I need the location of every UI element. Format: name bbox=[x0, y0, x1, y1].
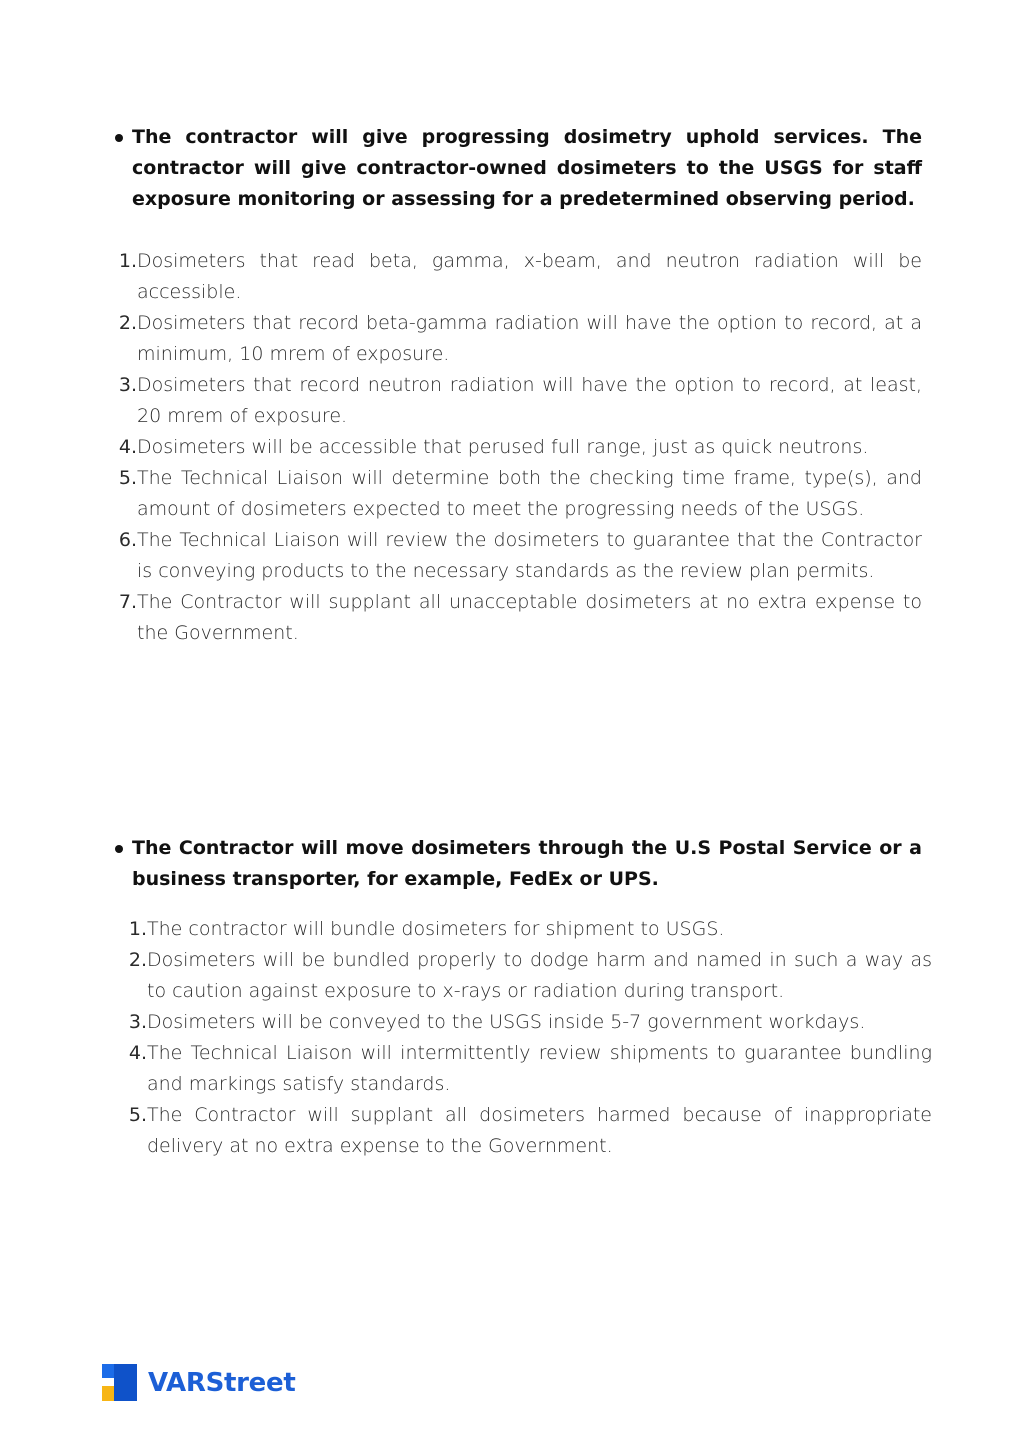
list-item-text: The Technical Liaison will review the dosimeters to guarantee that the Contractor is conveying products to the necessary standards as the review plan permits. bbox=[137, 529, 922, 582]
section1-heading: The contractor will give progressing dosimetry uphold services. The contractor will give contractor-owned dosimeters to the USGS for staff exposure monitoring or assessing for a predetermined observing period. bbox=[132, 126, 922, 210]
list-item bbox=[110, 246, 922, 308]
bullet-icon bbox=[110, 833, 132, 864]
list-item bbox=[110, 914, 932, 945]
list-item-text: The contractor will bundle dosimeters for shipment to USGS. bbox=[147, 918, 725, 940]
list-number: 5. bbox=[118, 467, 137, 489]
list-item bbox=[110, 1038, 932, 1100]
list-item-text: The Technical Liaison will intermittently review shipments to guarantee bundling and markings satisfy standards. bbox=[147, 1042, 932, 1095]
section1-bullet bbox=[110, 122, 922, 215]
list-item-text: Dosimeters that read beta, gamma, x-beam, and neutron radiation will be accessible. bbox=[137, 250, 922, 303]
list-number: 3. bbox=[118, 374, 137, 396]
list-item bbox=[110, 587, 922, 649]
list-item bbox=[110, 370, 922, 432]
varstreet-logo bbox=[102, 1364, 295, 1401]
list-number: 7. bbox=[118, 591, 137, 613]
list-number: 1. bbox=[118, 250, 137, 272]
list-item-text: Dosimeters will be bundled properly to dodge harm and named in such a way as to caution against exposure to x-rays or radiation during transport. bbox=[147, 949, 932, 1002]
section2-heading: The Contractor will move dosimeters through the U.S Postal Service or a business transporter, for example, FedEx or UPS. bbox=[132, 837, 922, 890]
list-item-text: The Technical Liaison will determine both the checking time frame, type(s), and amount of dosimeters expected to meet the progressing needs of the USGS. bbox=[137, 467, 922, 520]
list-item-text: Dosimeters will be conveyed to the USGS inside 5-7 government workdays. bbox=[147, 1011, 866, 1033]
list-item bbox=[110, 432, 922, 463]
list-item-text: The Contractor will supplant all dosimeters harmed because of inappropriate delivery at no extra expense to the Government. bbox=[147, 1104, 932, 1157]
list-item bbox=[110, 1100, 932, 1162]
section2-bullet bbox=[110, 833, 922, 895]
list-number: 2. bbox=[128, 949, 147, 971]
list-item bbox=[110, 945, 932, 1007]
logo-text: VARStreet bbox=[148, 1367, 296, 1398]
list-item bbox=[110, 525, 922, 587]
list-item-text: Dosimeters that record neutron radiation will have the option to record, at least, 20 mrem of exposure. bbox=[137, 374, 922, 427]
list-number: 5. bbox=[128, 1104, 147, 1126]
section2-list bbox=[110, 914, 932, 1162]
varstreet-logo-icon bbox=[102, 1364, 137, 1401]
list-item bbox=[110, 1007, 932, 1038]
list-number: 6. bbox=[118, 529, 137, 551]
list-number: 3. bbox=[128, 1011, 147, 1033]
list-item-text: The Contractor will supplant all unacceptable dosimeters at no extra expense to the Government. bbox=[137, 591, 922, 644]
section1-list bbox=[110, 246, 922, 649]
list-number: 2. bbox=[118, 312, 137, 334]
list-number: 4. bbox=[118, 436, 137, 458]
bullet-icon bbox=[110, 122, 132, 153]
list-item bbox=[110, 308, 922, 370]
list-item-text: Dosimeters that record beta-gamma radiation will have the option to record, at a minimum, 10 mrem of exposure. bbox=[137, 312, 922, 365]
list-number: 4. bbox=[128, 1042, 147, 1064]
list-item bbox=[110, 463, 922, 525]
list-item-text: Dosimeters will be accessible that perused full range, just as quick neutrons. bbox=[137, 436, 869, 458]
list-number: 1. bbox=[128, 918, 147, 940]
